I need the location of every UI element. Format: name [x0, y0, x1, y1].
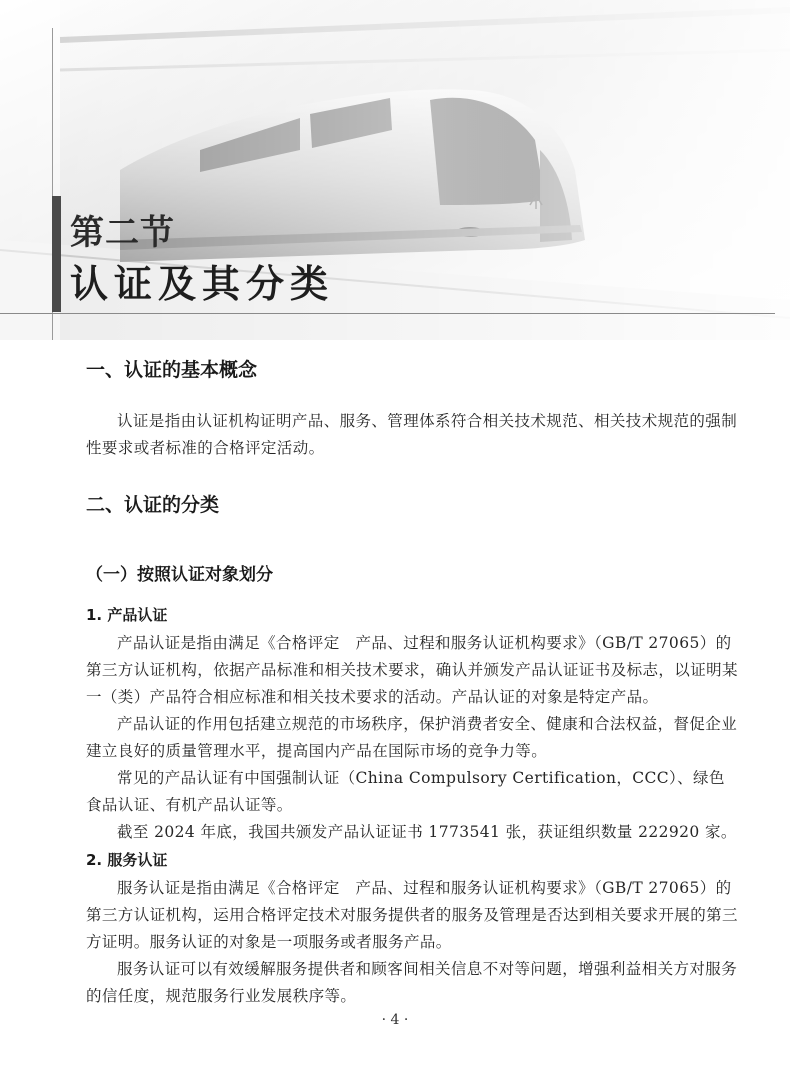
heading-by-object: （一）按照认证对象划分: [86, 565, 273, 585]
paragraph-service-benefits: 服务认证可以有效缓解服务提供者和顾客间相关信息不对等问题，增强利益相关方对服务的信任度，规范服务行业发展秩序等。: [86, 960, 738, 1005]
heading-service-certification: 2. 服务认证: [86, 851, 168, 869]
section-title: 认证及其分类: [70, 261, 335, 306]
heading-classification: 二、认证的分类: [86, 494, 220, 516]
page-number: · 4 ·: [381, 1012, 409, 1028]
paragraph-concept: 认证是指由认证机构证明产品、服务、管理体系符合相关技术规范、相关技术规范的强制性要求或者标准的合格评定活动。: [86, 412, 738, 457]
section-number: 第二节: [70, 213, 175, 253]
paragraph-service-definition: 服务认证是指由满足《合格评定 产品、过程和服务认证机构要求》（GB/T 27065）的第三方认证机构，运用合格评定技术对服务提供者的服务及管理是否达到相关要求开展的第三方证明。服务认证的对象是一项服务或者服务产品。: [86, 879, 738, 951]
heading-basic-concept: 一、认证的基本概念: [86, 359, 258, 381]
paragraph-product-examples: 常见的产品认证有中国强制认证（China Compulsory Certification，CCC）、绿色食品认证、有机产品认证等。: [86, 769, 725, 814]
banner-horizontal-rule: [0, 313, 775, 314]
paragraph-product-definition: 产品认证是指由满足《合格评定 产品、过程和服务认证机构要求》（GB/T 27065）的第三方认证机构，依据产品标准和相关技术要求，确认并颁发产品认证证书及标志，以证明某一（类）产品符合相应标准和相关技术要求的活动。产品认证的对象是特定产品。: [86, 634, 738, 706]
paragraph-product-statistics: 截至 2024 年底，我国共颁发产品认证证书 1773541 张，获证组织数量 222920 家。: [117, 823, 737, 841]
heading-product-certification: 1. 产品认证: [86, 606, 168, 624]
title-accent-bar: [52, 196, 61, 312]
chapter-banner: [0, 0, 790, 340]
paragraph-product-role: 产品认证的作用包括建立规范的市场秩序，保护消费者安全、健康和合法权益，督促企业建立良好的质量管理水平，提高国内产品在国际市场的竞争力等。: [86, 715, 738, 760]
